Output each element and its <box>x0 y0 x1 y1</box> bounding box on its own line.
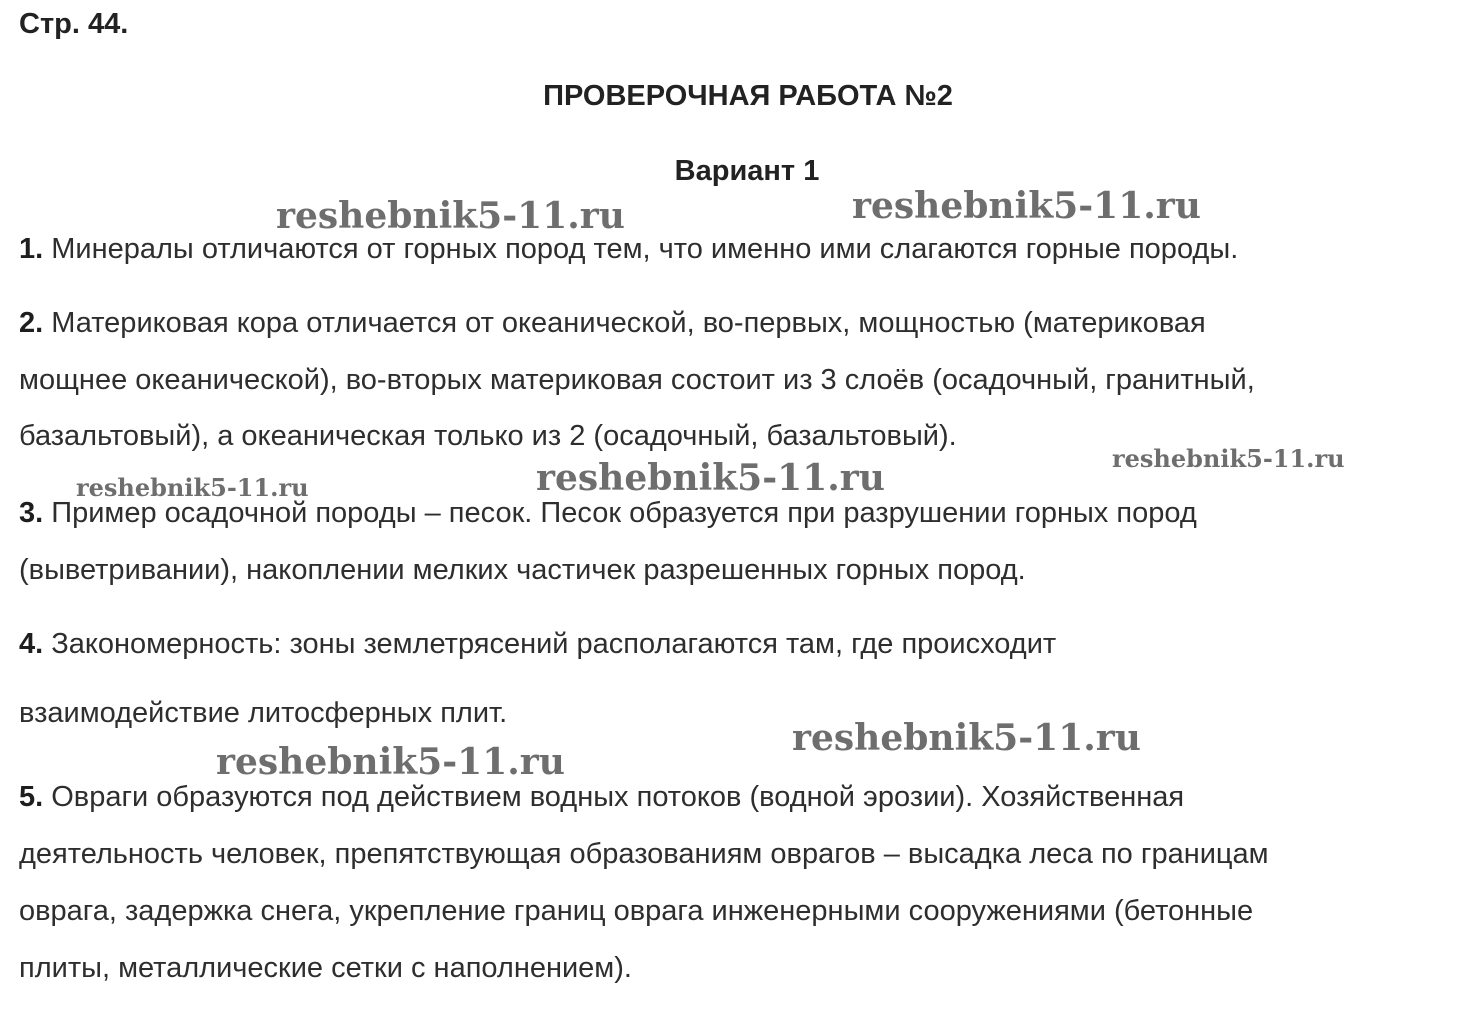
answer-5-line-4: плиты, металлические сетки с наполнением). <box>19 952 632 984</box>
page-ref: Стр. 44. <box>19 8 129 40</box>
answer-text: Овраги образуются под действием водных потоков (водной эрозии). Хозяйственная <box>51 781 1185 813</box>
watermark: reshebnik5-11.ru <box>216 741 565 783</box>
answer-2-line-1 <box>19 306 1206 340</box>
answer-4-line-2: взаимодействие литосферных плит. <box>19 697 508 729</box>
answer-5-line-1 <box>19 780 1184 814</box>
watermark: reshebnik5-11.ru <box>536 457 885 499</box>
page-title: ПРОВЕРОЧНАЯ РАБОТА №2 <box>543 80 953 112</box>
answer-number: 3. <box>19 497 44 529</box>
answer-2-line-2: мощнее океанической), во-вторых материковая состоит из 3 слоёв (осадочный, гранитный, <box>19 364 1255 396</box>
answer-number: 5. <box>19 781 44 813</box>
watermark: reshebnik5-11.ru <box>792 717 1141 759</box>
watermark: reshebnik5-11.ru <box>276 195 625 237</box>
answer-2-line-3: базальтовый), а океаническая только из 2 (осадочный, базальтовый). <box>19 420 957 452</box>
answer-5-line-3: оврага, задержка снега, укрепление границ оврага инженерными сооружениями (бетонные <box>19 895 1254 927</box>
answer-3-line-2: (выветривании), накоплении мелких частичек разрешенных горных пород. <box>19 554 1026 586</box>
answer-1-line-1 <box>19 232 1238 266</box>
answer-text: Пример осадочной породы – песок. Песок образуется при разрушении горных пород <box>51 497 1197 529</box>
answer-text: Закономерность: зоны землетрясений располагаются там, где происходит <box>51 628 1057 660</box>
variant-heading: Вариант 1 <box>674 155 820 187</box>
answer-text: Материковая кора отличается от океанической, во-первых, мощностью (материковая <box>51 307 1206 339</box>
answer-number: 4. <box>19 628 44 660</box>
answer-5-line-2: деятельность человек, препятствующая образованиям оврагов – высадка леса по границам <box>19 838 1269 870</box>
watermark: reshebnik5-11.ru <box>76 473 309 502</box>
answer-text: Минералы отличаются от горных пород тем, что именно ими слагаются горные породы. <box>51 233 1239 265</box>
answer-4-line-1 <box>19 627 1056 661</box>
answer-number: 2. <box>19 307 44 339</box>
watermark: reshebnik5-11.ru <box>852 185 1201 227</box>
answer-number: 1. <box>19 233 44 265</box>
watermark: reshebnik5-11.ru <box>1112 444 1345 473</box>
